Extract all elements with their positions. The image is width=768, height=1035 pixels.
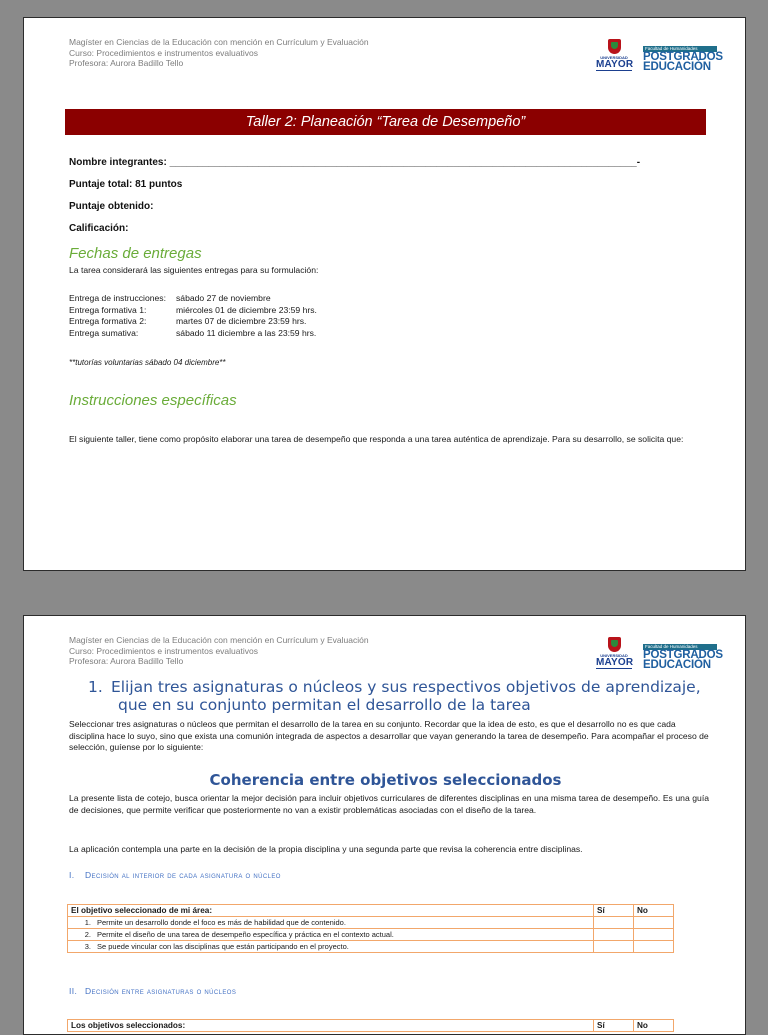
document-title: Taller 2: Planeación “Tarea de Desempeño” (65, 109, 706, 135)
section-1-number: I. (69, 870, 75, 880)
logo-pg-band: Facultad de Humanidades (643, 46, 717, 52)
field-calificacion: Calificación: (69, 223, 129, 234)
row-number: 2. (68, 929, 95, 941)
item-number: 1. (88, 678, 103, 696)
schedule-label: Entrega formativa 1: (69, 304, 147, 315)
schedule-label: Entrega sumativa: (69, 327, 139, 338)
table-header: El objetivo seleccionado de mi área: (68, 905, 594, 917)
schedule-row (69, 328, 317, 340)
no-header: No (634, 1020, 674, 1032)
schedule-date: miércoles 01 de diciembre 23:59 hrs. (176, 304, 317, 315)
logo-pg-line1: POSTGRADOS (643, 51, 723, 63)
item-title-line-2: que en su conjunto permitan el desarrollo de la tarea (118, 696, 531, 714)
logo-pg-line2: EDUCACIÓN (643, 659, 711, 671)
schedule-date: sábado 27 de noviembre (176, 293, 271, 303)
schedule-label: Entrega formativa 2: (69, 316, 147, 326)
field-puntaje-total: Puntaje total: 81 puntos (69, 179, 183, 190)
logo-um-big: MAYOR (596, 657, 634, 668)
item-title-line-1: Elijan tres asignaturas o núcleos y sus respectivos objetivos de aprendizaje, (110, 678, 701, 696)
no-checkbox-cell[interactable] (634, 929, 674, 941)
row-text: Permite el diseño de una tarea de desempeño específica y práctica en el contexto actual. (94, 929, 594, 941)
logo-um-small: UNIVERSIDAD (600, 55, 628, 60)
page-header (69, 37, 369, 69)
yes-checkbox-cell[interactable] (594, 941, 634, 953)
section-1-title: Decisión al interior de cada asignatura o núcleo (85, 870, 281, 880)
logo-um-big: MAYOR (596, 59, 634, 70)
row-text: Permite un desarrollo donde el foco es más de habilidad que de contenido. (94, 917, 594, 929)
schedule-label: Entrega de instrucciones: (69, 293, 166, 303)
tutorias-note: **tutorías voluntarias sábado 04 diciembre** (69, 358, 226, 367)
schedule-list (69, 293, 317, 339)
field-puntaje-obtenido: Puntaje obtenido: (69, 201, 154, 212)
instrucciones-text: El siguiente taller, tiene como propósito elaborar una tarea de desempeño que responda a una tarea auténtica de aprendizaje. Para su desarrollo, se solicita que: (69, 434, 684, 444)
table-header-row (68, 1020, 674, 1032)
no-checkbox-cell[interactable] (634, 917, 674, 929)
instrucciones-heading: Instrucciones específicas (69, 392, 237, 409)
table-row (68, 917, 674, 929)
logo-pg-line2: EDUCACIÓN (643, 61, 711, 73)
application-text: La aplicación contempla una parte en la decisión de la propia disciplina y una segunda parte que revisa la coherencia entre disciplinas. (69, 844, 583, 854)
table-row (68, 941, 674, 953)
section-2-heading (69, 986, 236, 996)
header-course: Curso: Procedimientos e instrumentos evaluativos (69, 645, 258, 656)
coherence-text: La presente lista de cotejo, busca orientar la mejor decisión para incluir objetivos curriculares de diferentes disciplinas en una misma tarea de desempeño. Es una guía de decisiones, que permite verificar que posteriormente no van a existir problemáticas asociadas con el diseño de la tarea. (69, 793, 709, 815)
item-1-text: Seleccionar tres asignaturas o núcleos que permitan el desarrollo de la tarea en su conjunto. Recordar que la idea de esto, es que el desarrollo no es que cada disciplina hace lo suyo, sino que exista una comunión integrada de aspectos a desarrollar que vayan generando la tarea de desempeño. Para acompañar el proceso de selección, guíense por lo siguiente: (69, 719, 709, 752)
logo-pg-band: Facultad de Humanidades (643, 644, 717, 650)
section-2-number: II. (69, 986, 78, 996)
row-number: 3. (68, 941, 95, 953)
schedule-date: martes 07 de diciembre 23:59 hrs. (176, 316, 307, 326)
yes-header: Sí (594, 905, 634, 917)
row-number: 1. (68, 917, 95, 929)
header-course: Curso: Procedimientos e instrumentos evaluativos (69, 47, 258, 58)
yes-header: Sí (594, 1020, 634, 1032)
fechas-heading: Fechas de entregas (69, 245, 202, 262)
schedule-row (69, 316, 317, 328)
table-header: Los objetivos seleccionados: (68, 1020, 594, 1032)
field-nombre: Nombre integrantes: ____________________________________________________________________________________- (69, 157, 641, 168)
schedule-date: sábado 11 diciembre a las 23:59 hrs. (176, 327, 317, 338)
fechas-intro: La tarea considerará las siguientes entregas para su formulación: (69, 265, 319, 275)
postgrados-logo (643, 644, 723, 671)
logo-um-small: UNIVERSIDAD (600, 653, 628, 658)
document-page-2 (23, 615, 746, 1035)
no-header: No (634, 905, 674, 917)
item-1-heading (88, 678, 701, 714)
postgrados-logo (643, 46, 723, 73)
table-header-row (68, 905, 674, 917)
section-2-title: Decisión entre asignaturas o núcleos (85, 986, 237, 996)
shield-icon (608, 637, 621, 652)
universidad-mayor-logo (596, 39, 632, 71)
header-program: Magíster en Ciencias de la Educación con mención en Currículum y Evaluación (69, 635, 369, 645)
schedule-row (69, 293, 317, 305)
coherence-title: Coherencia entre objetivos seleccionados (209, 771, 562, 789)
shield-icon (608, 39, 621, 54)
no-checkbox-cell[interactable] (634, 941, 674, 953)
checklist-table-2 (67, 1019, 674, 1032)
table-row (68, 929, 674, 941)
header-teacher: Profesora: Aurora Badillo Tello (69, 656, 184, 666)
row-text: Se puede vincular con las disciplinas que están participando en el proyecto. (94, 941, 594, 953)
universidad-mayor-logo (596, 637, 632, 669)
yes-checkbox-cell[interactable] (594, 917, 634, 929)
yes-checkbox-cell[interactable] (594, 929, 634, 941)
checklist-table-1 (67, 904, 674, 953)
header-program: Magíster en Ciencias de la Educación con mención en Currículum y Evaluación (69, 37, 369, 47)
section-1-heading (69, 870, 281, 880)
schedule-row (69, 305, 317, 317)
header-teacher: Profesora: Aurora Badillo Tello (69, 58, 184, 68)
page-header (69, 635, 369, 667)
document-page-1 (23, 17, 746, 571)
logo-pg-line1: POSTGRADOS (643, 649, 723, 661)
